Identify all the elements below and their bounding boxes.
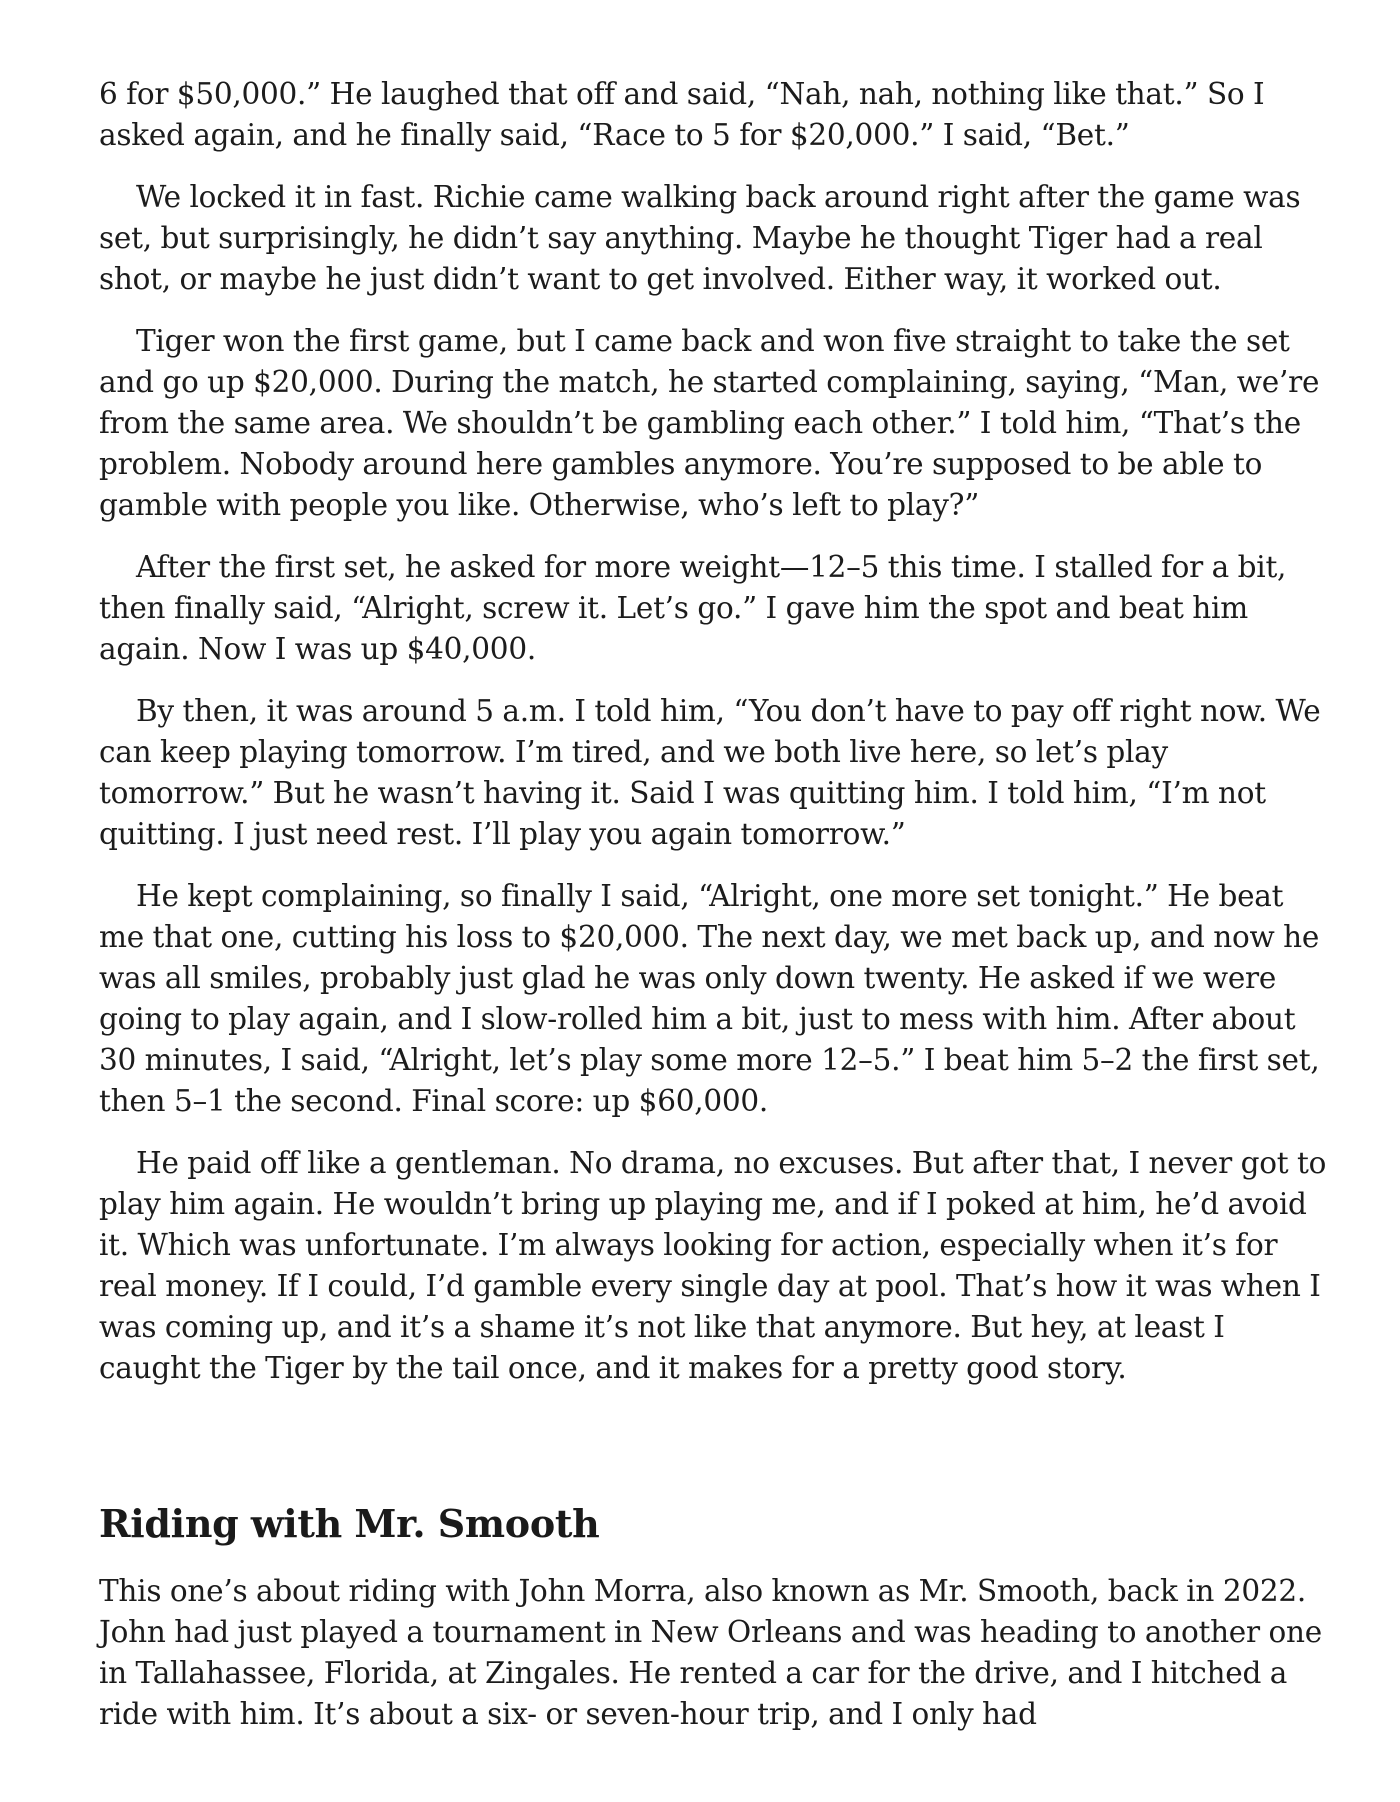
paragraph-riding-intro: This one’s about riding with John Morra, also known as Mr. Smooth, back in 2022. John had just played a tournament in New Orleans and was heading to another one in Tallahassee, Florida, at Zingales. He rented a car for the drive, and I hitched a ride with him. It’s about a six- or seven-hour trip, and I only had bbox=[99, 1574, 1322, 1731]
paragraph-continuation: 6 for $50,000.” He laughed that off and said, “Nah, nah, nothing like that.” So I asked again, and he finally said, “Race to 5 for $20,000.” I said, “Bet.” bbox=[99, 77, 1265, 152]
paragraph-first-set: Tiger won the first game, but I came back and won five straight to take the set and go up $20,000. During the match, he started complaining, saying, “Man, we’re from the same area. We shouldn’t be gambling each other.” I told him, “That’s the problem. Nobody around here gambles anymore. You’re supposed to be able to gamble with people you like. Otherwise, who’s left to play?” bbox=[99, 324, 1320, 522]
section-heading: Riding with Mr. Smooth bbox=[99, 1501, 600, 1546]
paragraph-locked-in: We locked it in fast. Richie came walking back around right after the game was set, but surprisingly, he didn’t say anything. Maybe he thought Tiger had a real shot, or maybe he just didn’t want to get involved. Either way, it worked out. bbox=[99, 180, 1301, 296]
book-page bbox=[99, 74, 1331, 1756]
paragraph-more-weight: After the first set, he asked for more weight—12–5 this time. I stalled for a bit, then finally said, “Alright, screw it. Let’s go.” I gave him the spot and beat him again. Now I was up $40,000. bbox=[99, 550, 1287, 666]
paragraph-5am: By then, it was around 5 a.m. I told him, “You don’t have to pay off right now. We can keep playing tomorrow. I’m tired, and we both live here, so let’s play tomorrow.” But he wasn’t having it. Said I was quitting him. I told him, “I’m not quitting. I just need rest. I’ll play you again tomorrow.” bbox=[99, 694, 1321, 851]
paragraph-one-more-set: He kept complaining, so finally I said, “Alright, one more set tonight.” He beat me that one, cutting his loss to $20,000. The next day, we met back up, and now he was all smiles, probably just glad he was only down twenty. He asked if we were going to play again, and I slow-rolled him a bit, just to mess with him. After about 30 minutes, I said, “Alright, let’s play some more 12–5.” I beat him 5–2 the first set, then 5–1 the second. Final score: up $60,000. bbox=[99, 879, 1320, 1118]
paragraph-paid-off: He paid off like a gentleman. No drama, no excuses. But after that, I never got to play him again. He wouldn’t bring up playing me, and if I poked at him, he’d avoid it. Which was unfortunate. I’m always looking for action, especially when it’s for real money. If I could, I’d gamble every single day at pool. That’s how it was when I was coming up, and it’s a shame it’s not like that anymore. But hey, at least I caught the Tiger by the tail once, and it makes for a pretty good story. bbox=[99, 1146, 1327, 1385]
